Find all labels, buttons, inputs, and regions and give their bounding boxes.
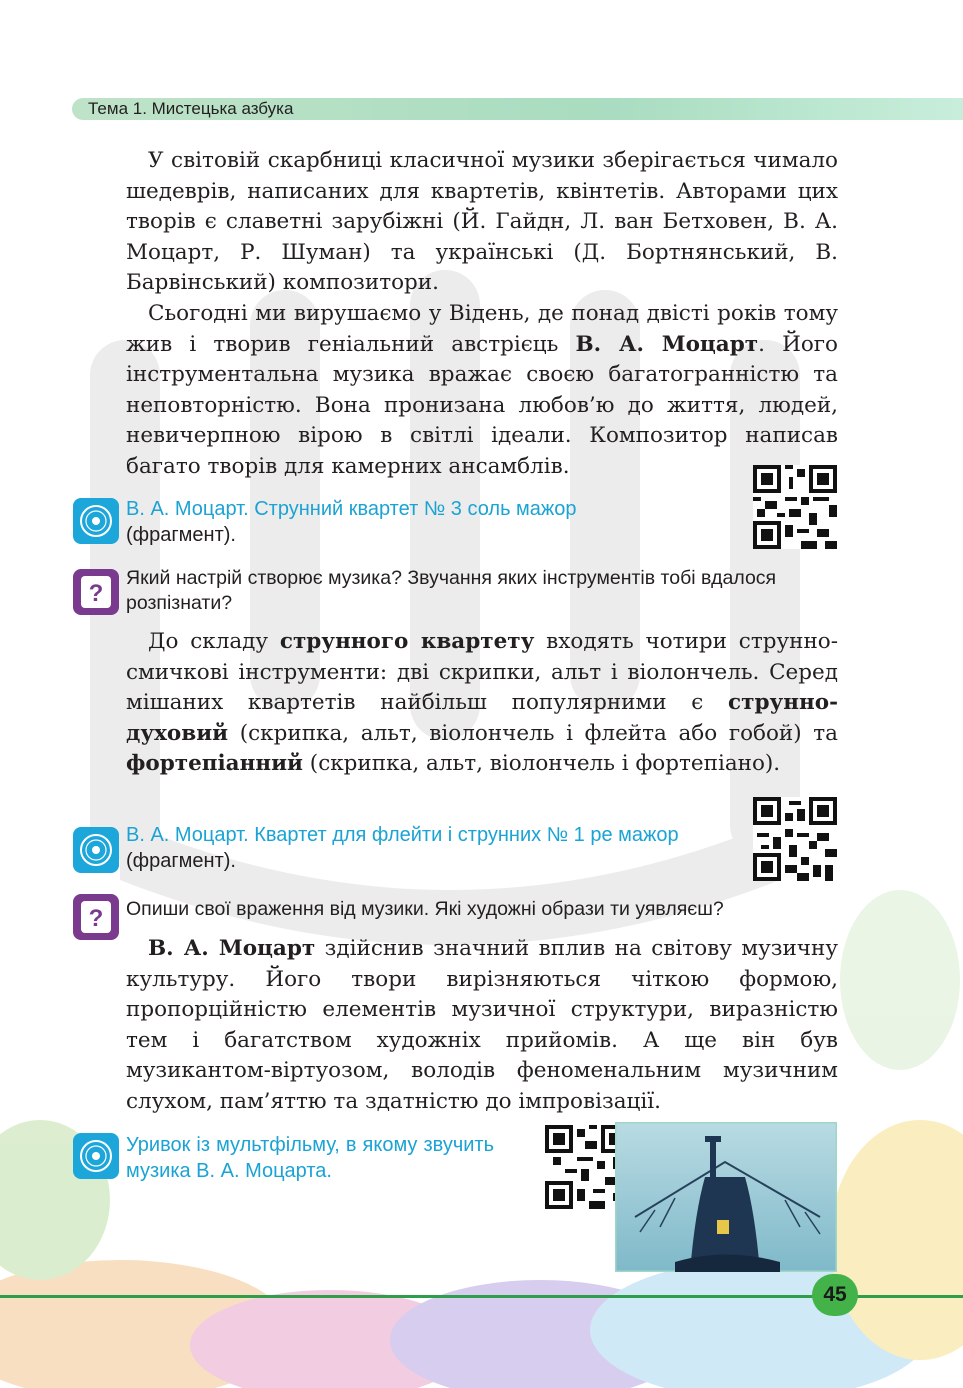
qr-code-icon[interactable] (752, 797, 838, 881)
cartoon-illustration (615, 1122, 837, 1272)
question-1: Який настрій створює музика? Звучання яких інструментів тобі вдалося розпізнати? (126, 567, 777, 614)
listening-item-2[interactable]: В. А. Моцарт. Квартет для флейти і струнних № 1 ре мажор (фрагмент). (126, 824, 679, 872)
paragraph-quartet: До складу струнного квартету входять чотири струнно-смичкові інструменти: дві скрипки, альт і віолончель. Серед мішаних квартетів найбільш популярними є струнно-духовий (скрипка, альт, віолончель і флейта або гобой) та фортепіанний (скрипка, альт, віолончель і фортепіано). (126, 629, 838, 777)
paragraph-intro: У світовій скарбниці класичної музики зберігається чимало шедеврів, написаних для квартетів, квінтетів. Авторами цих творів є славетні зарубіжні (Й. Гайдн, Л. ван Бетховен, В. А. Моцарт, Р. Шуман) та українські (Д. Бортнянський, В. Барвінський) композитори. (126, 148, 838, 296)
disc-icon (73, 827, 119, 873)
page-number: 45 (812, 1274, 858, 1316)
paragraph-influence: В. А. Моцарт здійснив значний вплив на світову музичну культуру. Його твори вирізняються чіткою формою, пропорційністю елементів музичної структури, виразністю тем і багатством художніх прийомів. А ще він був музикантом-віртуозом, володів феноменальним музичним слухом, пам’яттю та здатністю до імпровізації. (126, 936, 838, 1114)
listening-item-3[interactable]: Уривок із мультфільму, в якому звучить музика В. А. Моцарта. (126, 1134, 494, 1182)
question-icon (73, 894, 119, 940)
qr-code-icon[interactable] (752, 465, 838, 549)
disc-icon (73, 1133, 119, 1179)
disc-icon (73, 498, 119, 544)
question-2: Опиши свої враження від музики. Які художні образи ти уявляєш? (126, 898, 724, 920)
listening-item-1[interactable]: В. А. Моцарт. Струнний квартет № 3 соль мажор (фрагмент). (126, 498, 577, 546)
svg-text:?: ? (88, 905, 104, 932)
svg-text:?: ? (88, 580, 104, 607)
topic-header: Тема 1. Мистецька азбука (88, 99, 294, 118)
question-icon (73, 569, 119, 615)
paragraph-vienna: Сьогодні ми вирушаємо у Відень, де понад двісті років тому жив і творив геніальний австрієць В. А. Моцарт. Його інструментальна музика вражає своєю багатогранністю та неповторністю. Вона пронизана любов’ю до життя, людей, невичерпною вірою в світлі ідеали. Композитор написав багато творів для камерних ансамблів. (126, 301, 838, 479)
